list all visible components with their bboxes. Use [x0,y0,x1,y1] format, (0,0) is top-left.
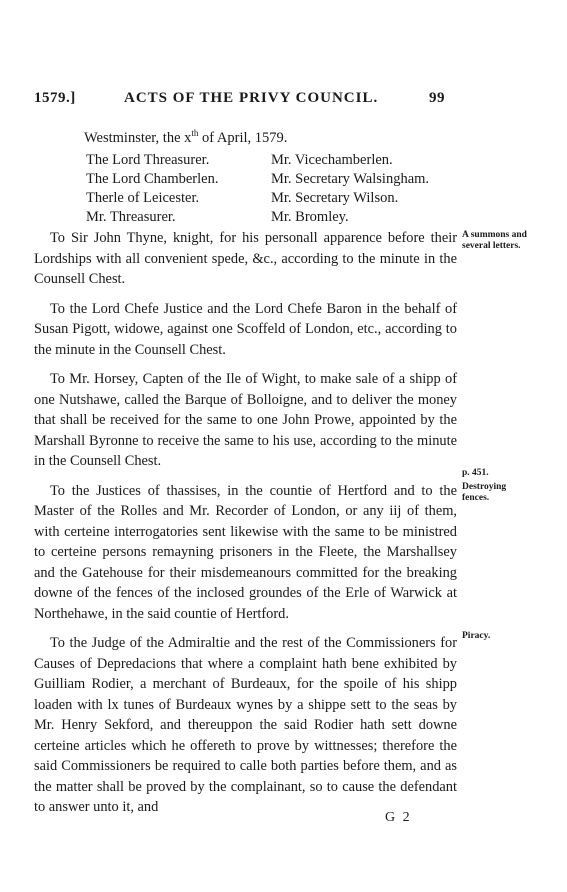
attendee-left: The Lord Threasurer. [86,152,210,168]
attendee-right: Mr. Secretary Walsingham. [271,171,430,187]
attendance-row [86,208,466,227]
entry-pigott: To the Lord Chefe Justice and the Lord Chefe Baron in the behalf of Susan Pigott, widowe, against one Scoffeld of London, etc., according to the minute in the Counsell Chest. [34,300,457,358]
dateline-before: Westminster, the x [84,129,192,146]
margin-note-piracy: Piracy. [462,631,491,641]
attendee-right: Mr. Vicechamberlen. [271,152,393,168]
attendee-left: Therle of Leicester. [86,190,200,206]
attendee-left: The Lord Chamberlen. [86,171,219,187]
dateline-after: of April, 1579. [198,129,288,146]
attendee-right: Mr. Bromley. [271,209,349,225]
signature-mark: G 2 [385,810,412,825]
margin-note-summons: A summons and several letters. [462,230,527,251]
entry-horsey: To Mr. Horsey, Capten of the Ile of Wight, to make sale of a shipp of one Nutshawe, called the Barque of Bolloigne, and to deliver the money that shall be received for the same to one John Prowe, appointed by the Marshall Byronne to receive the same to his use, according to the minute in the Counsell Chest. [34,371,457,469]
entry-thyne: To Sir John Thyne, knight, for his personall apparence before their Lordships with all convenient spede, &c., according to the minute in the Counsell Chest. [34,230,457,287]
attendee-left: Mr. Threasurer. [86,209,176,225]
margin-note-fences: Destroying fences. [462,482,507,503]
page-number: 99 [429,90,445,106]
header-title: ACTS OF THE PRIVY COUNCIL. [124,90,379,106]
attendance-row [86,189,466,208]
attendance-row [86,170,466,189]
margin-note-page-ref: p. 451. [462,468,489,478]
header-year: 1579.] [34,90,76,106]
dateline-ordinal: th [191,128,199,138]
attendance-row [86,151,466,170]
entry-justices: To the Justices of thassises, in the countie of Hertford and to the Master of the Rolles and Mr. Recorder of London, or any iij of them, with certeine interrogatories sent likewise with the same to be ministred to certeine persons remayning prisoners in the Fleete, the Marshallsey and the Gatehouse for their misdemeanours committed for the breaking downe of the fences of the inclosed groundes of the Erle of Warwick at Northehawe, in the said countie of Hertford. [34,482,457,622]
attendee-right: Mr. Secretary Wilson. [271,190,399,206]
dateline [84,128,287,147]
entry-admiraltie: To the Judge of the Admiraltie and the rest of the Commissioners for Causes of Depredacions that where a complaint hath bene exhibited by Guilliam Rodier, a merchant of Burdeaux, for the spoile of his shipp loaden with lx tunes of Burdeaux wynes by a shippe sett to the seas by Mr. Henry Sekford, and thereuppon the said Rodier hath sett downe certeine articles which he offereth to prove by wittnesses; therefore the said Commissioners be required to calle both parties before them, and as the matter shall be proved by the complainant, so to cause the defendant to answer unto it, and [34,635,457,815]
attendance-list [86,151,466,227]
entries-body [34,228,457,827]
